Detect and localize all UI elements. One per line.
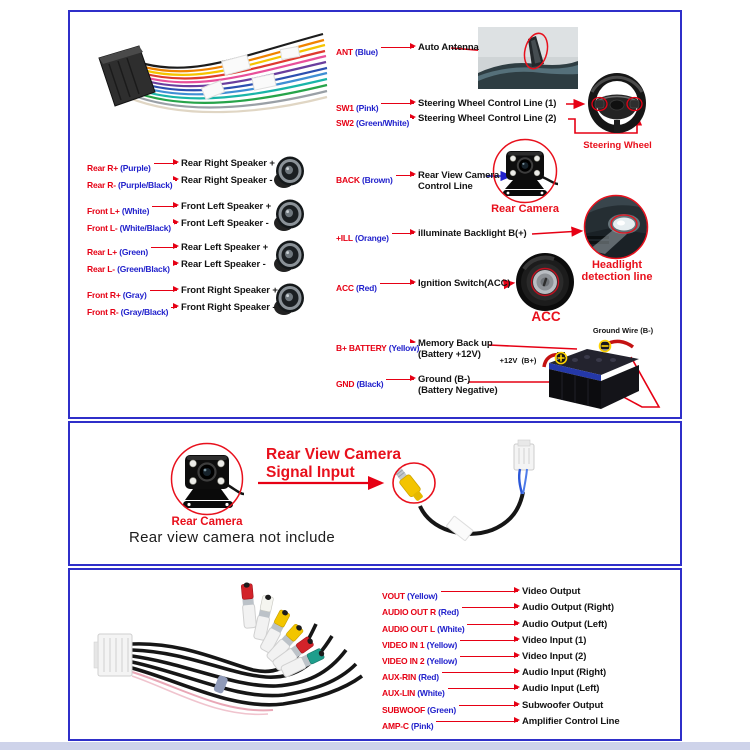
speaker-icon xyxy=(272,154,308,192)
wire-row-rear-r-plus: Rear R+ (Purple) Rear Right Speaker + xyxy=(87,158,275,173)
camera-not-included-note: Rear view camera not include xyxy=(129,529,335,546)
wire-row-front-l-plus: Front L+ (White) Front Left Speaker + xyxy=(87,201,272,216)
wire-row-subwoof: SUBWOOF (Green) Subwoofer Output xyxy=(382,700,604,715)
camera-signal-cable-image xyxy=(390,438,545,553)
wire-row-audio-out-l: AUDIO OUT L (White) Audio Output (Left) xyxy=(382,619,608,634)
wire-row-back: BACK (Brown) Rear View Camera Control Line xyxy=(336,170,500,192)
rear-camera-caption: Rear Camera xyxy=(491,203,559,215)
wire-row-front-r-minus: Front R- (Gray/Black) Front Right Speaker - xyxy=(87,302,276,317)
rear-camera-image xyxy=(492,138,558,204)
steering-wheel-caption: Steering Wheel xyxy=(583,140,652,151)
battery-image xyxy=(541,333,646,413)
steering-wheel-image xyxy=(585,70,649,138)
wire-row-video-in-2: VIDEO IN 2 (Yellow) Video Input (2) xyxy=(382,651,587,666)
wire-row-acc: ACC (Red) Ignition Switch(ACC) xyxy=(336,278,511,293)
rear-view-camera-signal-input-title: Rear View Camera Signal Input xyxy=(266,446,401,481)
ground-wire-label: Ground Wire (B-) xyxy=(592,326,654,335)
acc-caption: ACC xyxy=(531,309,561,324)
wire-row-battery: B+ BATTERY (Yellow) Memory Back up (Battery +12V) xyxy=(336,338,493,360)
wire-row-video-in-1: VIDEO IN 1 (Yellow) Video Input (1) xyxy=(382,635,587,650)
wire-row-rear-l-plus: Rear L+ (Green) Rear Left Speaker + xyxy=(87,242,269,257)
wire-row-rear-r-minus: Rear R- (Purple/Black) Rear Right Speaker - xyxy=(87,175,273,190)
rear-camera-caption-middle: Rear Camera xyxy=(171,516,243,528)
auto-antenna-image xyxy=(478,27,578,89)
rear-camera-image-large xyxy=(170,442,244,516)
wire-row-aux-lin: AUX-LIN (White) Audio Input (Left) xyxy=(382,683,600,698)
wire-row-audio-out-r: AUDIO OUT R (Red) Audio Output (Right) xyxy=(382,602,614,617)
twelve-volt-label: +12V (B+) xyxy=(499,356,537,365)
speaker-icon xyxy=(272,238,308,276)
headlight-image xyxy=(583,194,649,260)
wire-row-sw1: SW1 (Pink) Steering Wheel Control Line (1) xyxy=(336,98,557,113)
wire-row-sw2: SW2 (Green/White) Steering Wheel Control Line (2) xyxy=(336,113,557,128)
main-harness-image xyxy=(85,18,330,140)
bottom-strip xyxy=(0,742,750,750)
wire-row-front-r-plus: Front R+ (Gray) Front Right Speaker + xyxy=(87,285,278,300)
wire-row-vout: VOUT (Yellow) Video Output xyxy=(382,586,581,601)
wire-row-ant: ANT (Blue) Auto Antenna xyxy=(336,42,479,57)
wire-row-ill: +ILL (Orange) illuminate Backlight B(+) xyxy=(336,228,527,243)
wire-row-gnd: GND (Black) Ground (B-) (Battery Negative) xyxy=(336,374,498,396)
rca-harness-image xyxy=(88,582,378,737)
wire-row-rear-l-minus: Rear L- (Green/Black) Rear Left Speaker - xyxy=(87,259,266,274)
wire-row-front-l-minus: Front L- (White/Black) Front Left Speaker - xyxy=(87,218,269,233)
wire-row-aux-rin: AUX-RIN (Red) Audio Input (Right) xyxy=(382,667,607,682)
speaker-icon xyxy=(272,197,308,235)
wire-row-amp-c: AMP-C (Pink) Amplifier Control Line xyxy=(382,716,620,731)
headlight-caption: Headlight detection line xyxy=(581,259,653,283)
